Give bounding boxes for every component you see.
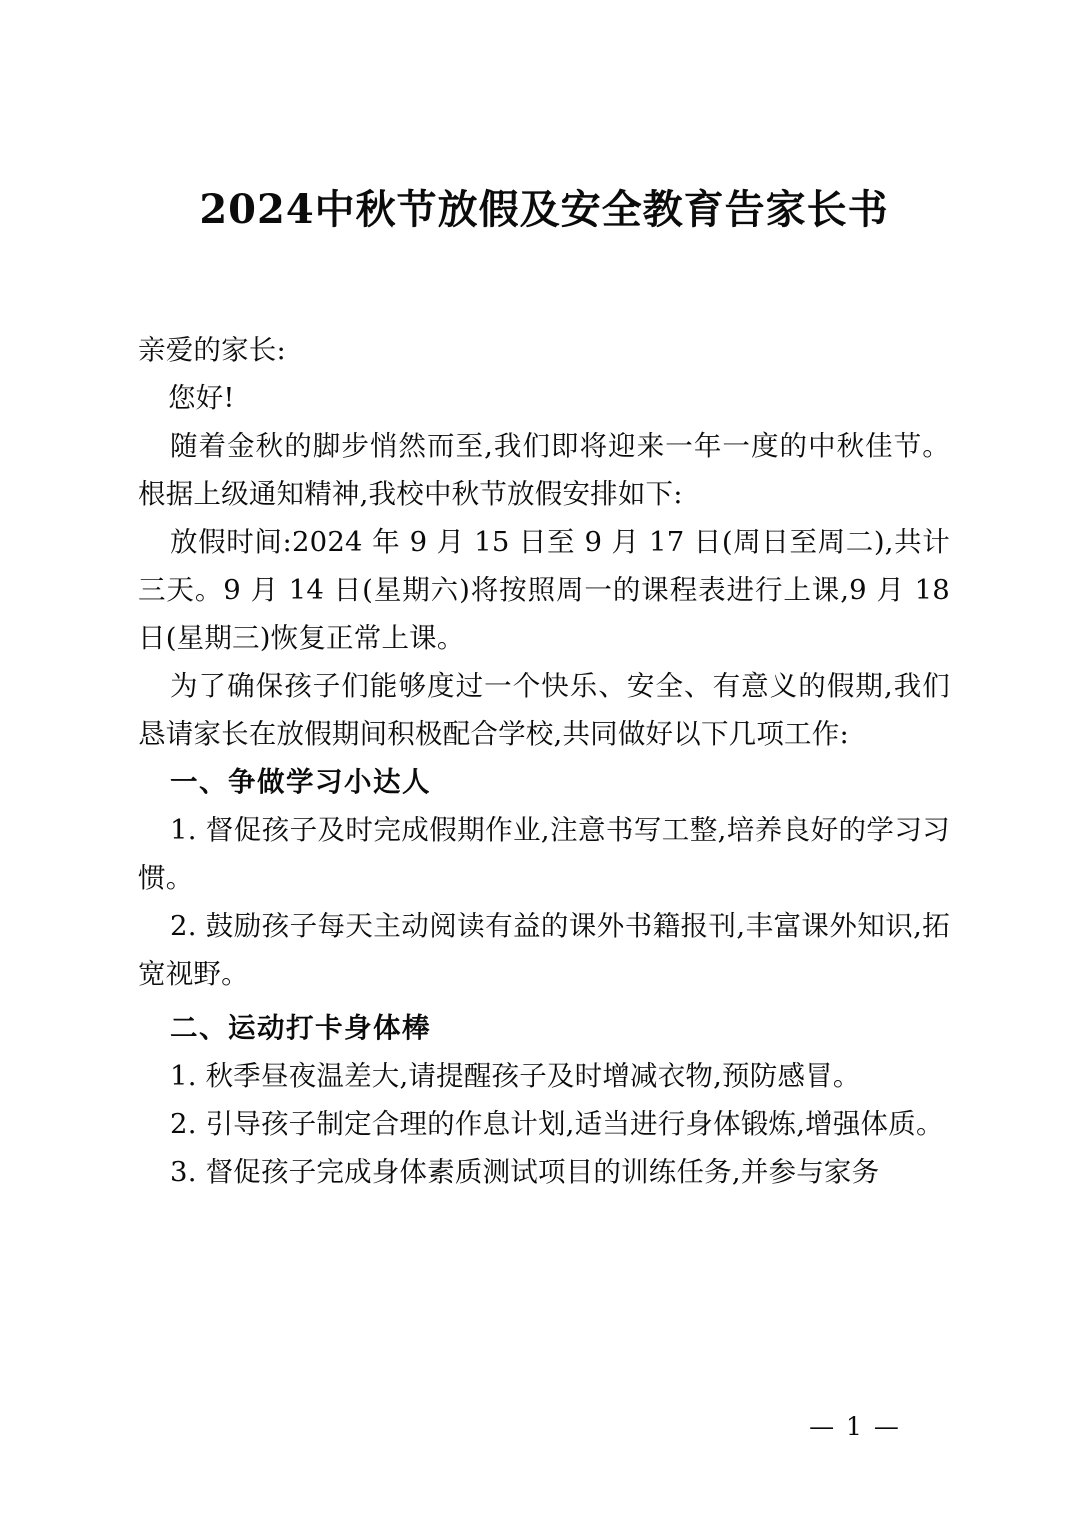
section-heading-1: 一、争做学习小达人 xyxy=(170,766,431,798)
section-1-item-1: 1. 督促孩子及时完成假期作业,注意书写工整,培养良好的学习习惯。 xyxy=(138,814,950,894)
holiday-schedule-paragraph: 放假时间:2024 年 9 月 15 日至 9 月 17 日(周日至周二),共计三天。9 月 14 日(星期六)将按照周一的课程表进行上课,9 月 18 日(星期三)恢复正常上课。 xyxy=(138,526,950,654)
section-2-item-1: 1. 秋季昼夜温差大,请提醒孩子及时增减衣物,预防感冒。 xyxy=(170,1060,861,1092)
salutation: 亲爱的家长: xyxy=(138,334,286,366)
page-title: 2024中秋节放假及安全教育告家长书 xyxy=(199,186,889,233)
section-2-item-3: 3. 督促孩子完成身体素质测试项目的训练任务,并参与家务 xyxy=(170,1156,880,1188)
section-2-item-2: 2. 引导孩子制定合理的作息计划,适当进行身体锻炼,增强体质。 xyxy=(170,1108,944,1140)
section-1-item-2: 2. 鼓励孩子每天主动阅读有益的课外书籍报刊,丰富课外知识,拓宽视野。 xyxy=(138,910,950,990)
request-paragraph: 为了确保孩子们能够度过一个快乐、安全、有意义的假期,我们恳请家长在放假期间积极配合学校,共同做好以下几项工作: xyxy=(138,670,950,750)
page-number: — 1 — xyxy=(809,1412,901,1441)
document-body xyxy=(138,0,950,1196)
greeting: 您好! xyxy=(168,382,235,414)
intro-paragraph-1: 随着金秋的脚步悄然而至,我们即将迎来一年一度的中秋佳节。根据上级通知精神,我校中秋节放假安排如下: xyxy=(138,430,950,510)
section-heading-2: 二、运动打卡身体棒 xyxy=(170,1012,431,1044)
